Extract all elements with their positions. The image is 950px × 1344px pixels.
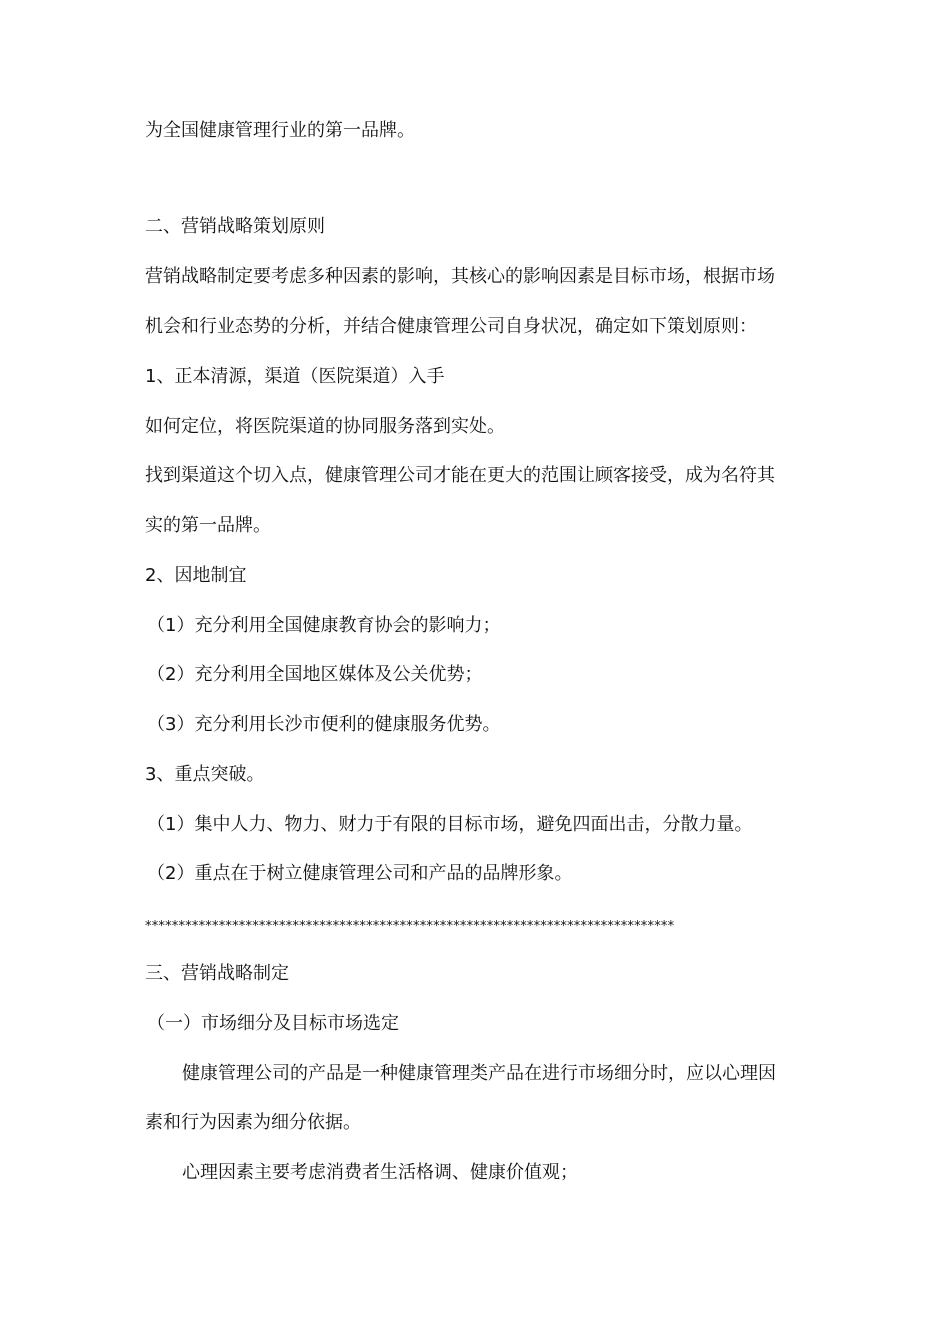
list-item: （1）集中人力、物力、财力于有限的目标市场，避免四面出击，分散力量。 [147,814,753,835]
list-item: （2）重点在于树立健康管理公司和产品的品牌形象。 [147,863,573,884]
list-item: （3）充分利用长沙市便利的健康服务优势。 [147,714,501,735]
subsection-heading: （一）市场细分及目标市场选定 [147,1013,399,1034]
paragraph-text: 心理因素主要考虑消费者生活格调、健康价值观； [182,1162,578,1183]
section-heading: 二、营销战略策划原则 [145,216,325,237]
paragraph-text: 健康管理公司的产品是一种健康管理类产品在进行市场细分时，应以心理因 [182,1063,776,1084]
paragraph-text: 如何定位，将医院渠道的协同服务落到实处。 [145,416,505,437]
principle-heading: 3、重点突破。 [145,764,265,785]
section-heading: 三、营销战略制定 [145,963,289,984]
paragraph-text: 实的第一品牌。 [145,515,271,536]
paragraph-text: 机会和行业态势的分析，并结合健康管理公司自身状况，确定如下策划原则： [145,316,757,337]
paragraph-text: 为全国健康管理行业的第一品牌。 [145,120,415,141]
list-item: （2）充分利用全国地区媒体及公关优势； [147,664,483,685]
paragraph-text: 素和行为因素为细分依据。 [145,1112,361,1133]
asterisk-divider: ******************************************************************************* [145,919,675,934]
principle-heading: 1、正本清源，渠道（医院渠道）入手 [145,366,445,387]
list-item: （1）充分利用全国健康教育协会的影响力； [147,615,501,636]
principle-heading: 2、因地制宜 [145,565,247,586]
paragraph-text: 找到渠道这个切入点，健康管理公司才能在更大的范围让顾客接受，成为名符其 [145,465,775,486]
paragraph-text: 营销战略制定要考虑多种因素的影响，其核心的影响因素是目标市场，根据市场 [145,266,775,287]
